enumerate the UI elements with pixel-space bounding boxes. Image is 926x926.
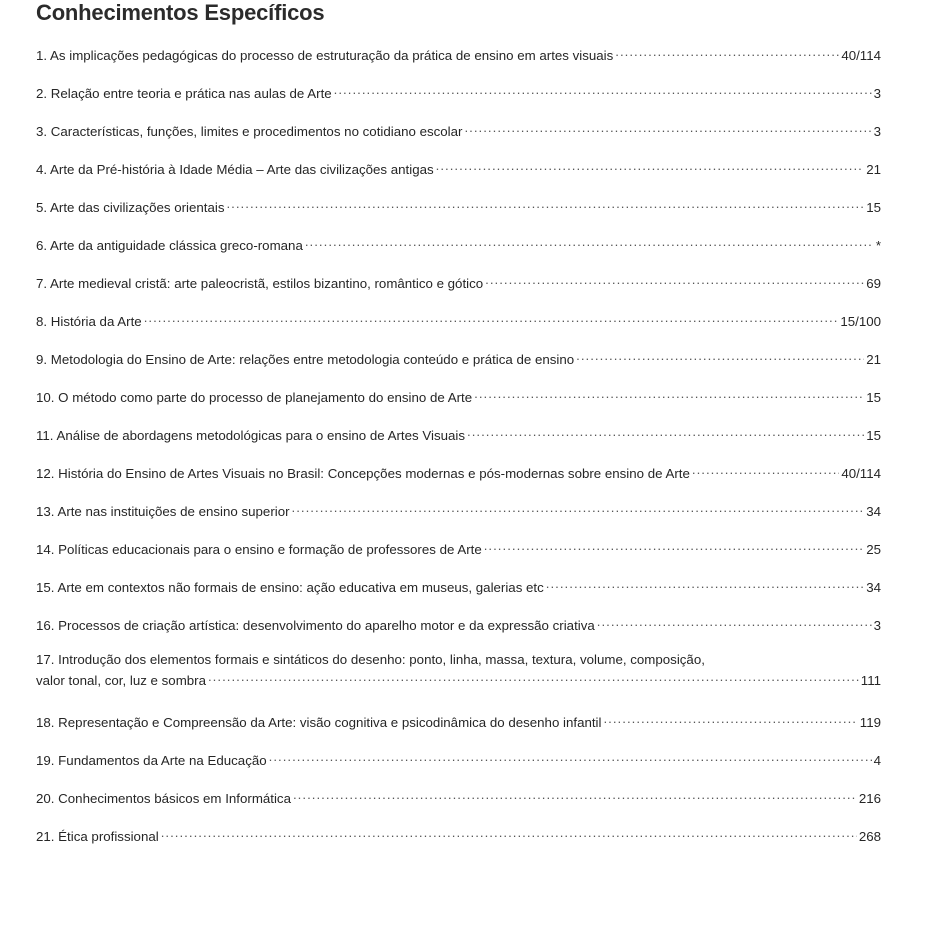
dot-leader bbox=[597, 613, 872, 630]
toc-page-number: * bbox=[875, 238, 881, 253]
dot-leader bbox=[208, 668, 859, 685]
dot-leader bbox=[546, 575, 864, 592]
toc-page-number: 34 bbox=[866, 580, 881, 595]
toc-entry bbox=[36, 233, 881, 271]
toc-entry-label: 10. O método como parte do processo de planejamento do ensino de Arte bbox=[36, 390, 473, 405]
toc-entry bbox=[36, 309, 881, 347]
toc-entry bbox=[36, 81, 881, 119]
toc-page-number: 3 bbox=[873, 86, 881, 101]
toc-entry bbox=[36, 347, 881, 385]
dot-leader bbox=[161, 824, 857, 841]
toc-entry-label: 20. Conhecimentos básicos em Informática bbox=[36, 791, 291, 806]
toc-entry-label: 9. Metodologia do Ensino de Arte: relações entre metodologia conteúdo e prática de ensino bbox=[36, 352, 575, 367]
dot-leader bbox=[603, 710, 857, 727]
toc-entry bbox=[36, 575, 881, 613]
toc-entry bbox=[36, 651, 881, 689]
toc-entry-label: 3. Características, funções, limites e procedimentos no cotidiano escolar bbox=[36, 124, 463, 139]
toc-page-number: 69 bbox=[866, 276, 881, 291]
toc-entry bbox=[36, 43, 881, 81]
toc-entry bbox=[36, 824, 881, 862]
toc-page-number: 40/114 bbox=[841, 48, 881, 63]
toc-entry-label: 13. Arte nas instituições de ensino superior bbox=[36, 504, 290, 519]
table-of-contents bbox=[36, 43, 881, 862]
toc-entry-label: 18. Representação e Compreensão da Arte: visão cognitiva e psicodinâmica do desenho infantil bbox=[36, 715, 602, 730]
toc-entry bbox=[36, 271, 881, 309]
toc-entry-label-continued: valor tonal, cor, luz e sombra bbox=[36, 673, 206, 688]
toc-entry bbox=[36, 119, 881, 157]
toc-entry-label: 2. Relação entre teoria e prática nas aulas de Arte bbox=[36, 86, 332, 101]
toc-entry-label: 21. Ética profissional bbox=[36, 829, 159, 844]
toc-entry bbox=[36, 157, 881, 195]
dot-leader bbox=[467, 423, 864, 440]
toc-page-number: 15 bbox=[866, 428, 881, 443]
toc-entry-continuation bbox=[36, 668, 881, 689]
dot-leader bbox=[305, 233, 874, 250]
dot-leader bbox=[293, 786, 857, 803]
toc-page-number: 111 bbox=[860, 673, 881, 688]
toc-entry bbox=[36, 385, 881, 423]
toc-entry-label: 1. As implicações pedagógicas do processo de estruturação da prática de ensino em artes visuais bbox=[36, 48, 614, 63]
toc-page-number: 34 bbox=[866, 504, 881, 519]
toc-entry bbox=[36, 195, 881, 233]
toc-page-number: 3 bbox=[873, 124, 881, 139]
dot-leader bbox=[436, 157, 865, 174]
dot-leader bbox=[292, 499, 865, 516]
dot-leader bbox=[226, 195, 864, 212]
toc-entry bbox=[36, 710, 881, 748]
toc-entry-label: 14. Políticas educacionais para o ensino e formação de professores de Arte bbox=[36, 542, 482, 557]
dot-leader bbox=[576, 347, 864, 364]
toc-entry bbox=[36, 748, 881, 786]
toc-entry-label: 17. Introdução dos elementos formais e sintáticos do desenho: ponto, linha, massa, textura, volume, composição, bbox=[36, 652, 705, 667]
dot-leader bbox=[464, 119, 871, 136]
dot-leader bbox=[484, 537, 864, 554]
toc-entry-label: 5. Arte das civilizações orientais bbox=[36, 200, 225, 215]
toc-page-number: 15 bbox=[866, 200, 881, 215]
toc-entry-label: 16. Processos de criação artística: desenvolvimento do aparelho motor e da expressão criativa bbox=[36, 618, 595, 633]
toc-entry bbox=[36, 786, 881, 824]
toc-page-number: 21 bbox=[866, 352, 881, 367]
document-page bbox=[36, 0, 881, 862]
toc-page-number: 216 bbox=[858, 791, 881, 806]
toc-entry-label: 8. História da Arte bbox=[36, 314, 142, 329]
toc-page-number: 15 bbox=[866, 390, 881, 405]
dot-leader bbox=[485, 271, 864, 288]
dot-leader bbox=[474, 385, 864, 402]
toc-entry bbox=[36, 499, 881, 537]
toc-entry-label: 15. Arte em contextos não formais de ensino: ação educativa em museus, galerias etc bbox=[36, 580, 544, 595]
toc-page-number: 25 bbox=[866, 542, 881, 557]
toc-entry-label: 4. Arte da Pré-história à Idade Média – Arte das civilizações antigas bbox=[36, 162, 434, 177]
toc-page-number: 268 bbox=[858, 829, 881, 844]
toc-entry-label: 11. Análise de abordagens metodológicas para o ensino de Artes Visuais bbox=[36, 428, 465, 443]
toc-entry-label: 12. História do Ensino de Artes Visuais no Brasil: Concepções modernas e pós-modernas sobre ensino de Arte bbox=[36, 466, 690, 481]
toc-entry-label: 7. Arte medieval cristã: arte paleocristã, estilos bizantino, romântico e gótico bbox=[36, 276, 484, 291]
toc-page-number: 40/114 bbox=[841, 466, 881, 481]
toc-entry bbox=[36, 423, 881, 461]
dot-leader bbox=[334, 81, 872, 98]
toc-page-number: 3 bbox=[873, 618, 881, 633]
dot-leader bbox=[144, 309, 839, 326]
toc-entry-label: 19. Fundamentos da Arte na Educação bbox=[36, 753, 267, 768]
dot-leader bbox=[692, 461, 839, 478]
toc-entry bbox=[36, 537, 881, 575]
toc-page-number: 4 bbox=[873, 753, 881, 768]
section-title: Conhecimentos Específicos bbox=[36, 0, 325, 25]
toc-page-number: 21 bbox=[866, 162, 881, 177]
toc-entry-label: 6. Arte da antiguidade clássica greco-romana bbox=[36, 238, 303, 253]
toc-entry bbox=[36, 461, 881, 499]
dot-leader bbox=[615, 43, 839, 60]
toc-entry bbox=[36, 613, 881, 651]
toc-page-number: 15/100 bbox=[840, 314, 881, 329]
dot-leader bbox=[269, 748, 872, 765]
toc-page-number: 119 bbox=[859, 715, 881, 730]
